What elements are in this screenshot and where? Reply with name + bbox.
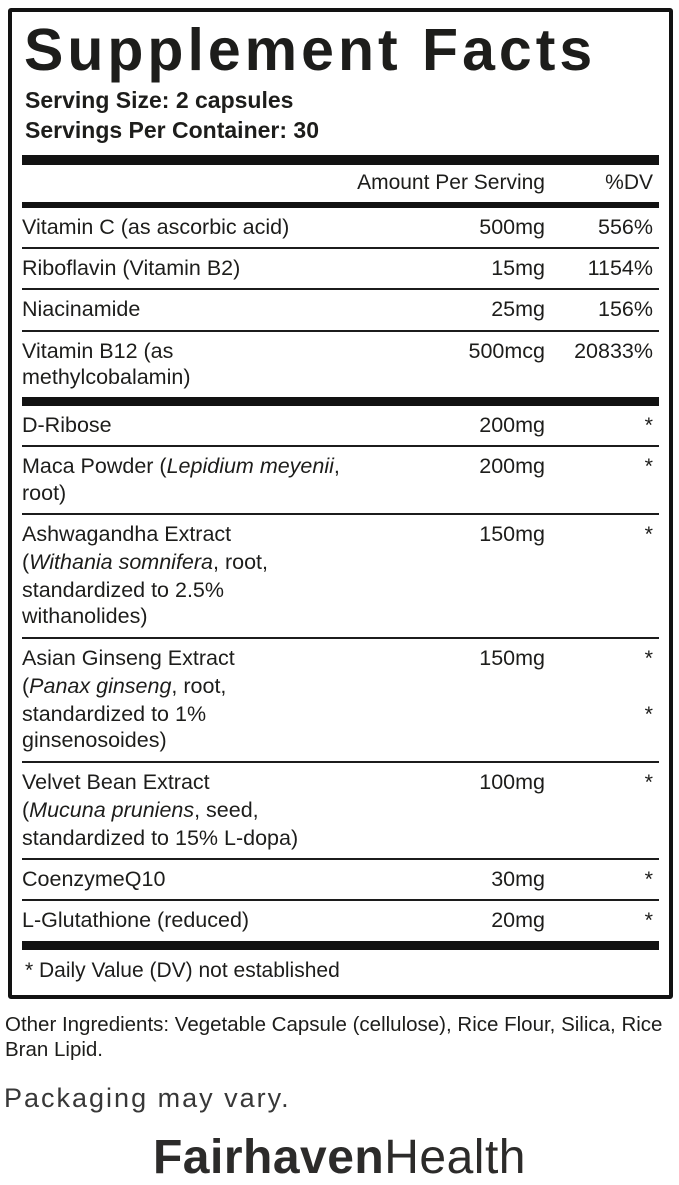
amount-value: 500mcg xyxy=(468,338,545,363)
ingredient-text: ( xyxy=(22,797,30,822)
ingredient-text: Maca Powder ( xyxy=(22,454,167,479)
ingredient-name xyxy=(22,214,347,240)
ingredient-name xyxy=(22,645,347,671)
dv-value: 156% xyxy=(598,297,653,322)
dv-value: * xyxy=(644,521,653,546)
table-row xyxy=(22,858,659,899)
table-row xyxy=(22,513,659,637)
amount-value: 30mg xyxy=(491,867,545,892)
servings-per-container: Servings Per Container: 30 xyxy=(25,116,319,143)
ingredient-name xyxy=(22,338,347,390)
table-row xyxy=(22,899,659,940)
ingredient-text: , root) xyxy=(22,454,340,505)
ingredient-text: Asian Ginseng Extract xyxy=(22,645,235,670)
dv-value: * xyxy=(644,702,653,727)
ingredient-text: , root, xyxy=(171,673,227,698)
other-ingredients: Other Ingredients: Vegetable Capsule (cellulose), Rice Flour, Silica, Rice Bran Lipid. xyxy=(5,1012,663,1062)
ingredient-text: Riboflavin (Vitamin B2) xyxy=(22,256,241,281)
ingredient-name xyxy=(22,577,347,629)
ingredient-name xyxy=(22,769,347,795)
dv-value: 1154% xyxy=(587,256,653,281)
ingredient-name xyxy=(22,296,347,322)
ingredient-name xyxy=(22,453,347,505)
dv-value: * xyxy=(644,454,653,479)
dv-value: 556% xyxy=(598,215,653,240)
brand-logo-light: Health xyxy=(384,1130,526,1184)
brand-logo xyxy=(0,1130,679,1185)
ingredient-text: Niacinamide xyxy=(22,297,141,322)
amount-value: 200mg xyxy=(479,413,545,438)
table-row xyxy=(22,288,659,329)
ingredient-name xyxy=(22,521,347,547)
ingredient-text: ( xyxy=(22,550,30,575)
amount-value: 100mg xyxy=(479,769,545,794)
vitamin-rows-group xyxy=(22,208,659,397)
dv-value: * xyxy=(644,867,653,892)
divider-bar-top xyxy=(22,155,659,165)
amount-value: 150mg xyxy=(479,645,545,670)
ingredient-text: Vitamin B12 (as methylcobalamin) xyxy=(22,338,191,389)
dv-value: 20833% xyxy=(574,338,653,363)
panel-title: Supplement Facts xyxy=(24,17,597,83)
dv-value: * xyxy=(644,413,653,438)
amount-value: 500mg xyxy=(479,215,545,240)
ingredient-name xyxy=(22,701,347,753)
ingredient-text: Vitamin C (as ascorbic acid) xyxy=(22,215,290,240)
ingredient-text: , seed, xyxy=(194,797,259,822)
ingredient-name xyxy=(22,549,347,575)
amount-value: 150mg xyxy=(479,521,545,546)
table-row xyxy=(22,406,659,445)
ingredient-text: standardized to 1% ginsenosoides) xyxy=(22,702,207,753)
ingredient-name xyxy=(22,673,347,699)
table-row xyxy=(22,330,659,397)
serving-size: Serving Size: 2 capsules xyxy=(25,87,294,114)
table-row xyxy=(22,637,659,761)
ingredient-text: standardized to 15% L-dopa) xyxy=(22,825,299,850)
brand-logo-bold: Fairhaven xyxy=(152,1130,385,1184)
table-row xyxy=(22,208,659,247)
latin-name: Mucuna pruniens xyxy=(29,797,195,822)
ingredient-name xyxy=(22,412,347,438)
ingredient-name xyxy=(22,907,347,933)
divider-bar-footnote xyxy=(22,941,659,950)
ingredient-name xyxy=(22,797,347,823)
table-row xyxy=(22,445,659,512)
ingredient-name xyxy=(22,825,347,851)
amount-value: 20mg xyxy=(491,908,545,933)
packaging-note: Packaging may vary. xyxy=(4,1082,291,1113)
ingredient-text: D-Ribose xyxy=(22,413,112,438)
amount-value: 15mg xyxy=(491,256,545,281)
supplement-facts-panel xyxy=(8,8,673,999)
latin-name: Panax ginseng xyxy=(29,673,172,698)
amount-value: 200mg xyxy=(479,454,545,479)
dv-value: * xyxy=(644,645,653,670)
table-header xyxy=(22,165,659,202)
ingredient-text: Ashwagandha Extract xyxy=(22,521,232,546)
ingredient-text: standardized to 2.5% withanolides) xyxy=(22,578,224,629)
table-row xyxy=(22,761,659,859)
latin-name: Withania somnifera xyxy=(29,550,214,575)
ingredient-name xyxy=(22,866,347,892)
amount-value: 25mg xyxy=(491,297,545,322)
ingredient-text: Velvet Bean Extract xyxy=(22,769,210,794)
table-row xyxy=(22,247,659,288)
dv-footnote: * Daily Value (DV) not established xyxy=(25,958,340,982)
header-amount-per-serving: Amount Per Serving xyxy=(357,171,545,195)
ingredient-text: L-Glutathione (reduced) xyxy=(22,908,250,933)
dv-value: * xyxy=(644,769,653,794)
divider-bar-section xyxy=(22,397,659,406)
dv-value: * xyxy=(644,908,653,933)
ingredient-text: CoenzymeQ10 xyxy=(22,867,166,892)
latin-name: Lepidium meyenii xyxy=(166,454,334,479)
ingredient-name xyxy=(22,255,347,281)
header-percent-dv: %DV xyxy=(605,171,653,195)
other-rows-group xyxy=(22,406,659,941)
ingredient-text: , root, xyxy=(213,550,268,575)
ingredient-text: ( xyxy=(22,673,30,698)
